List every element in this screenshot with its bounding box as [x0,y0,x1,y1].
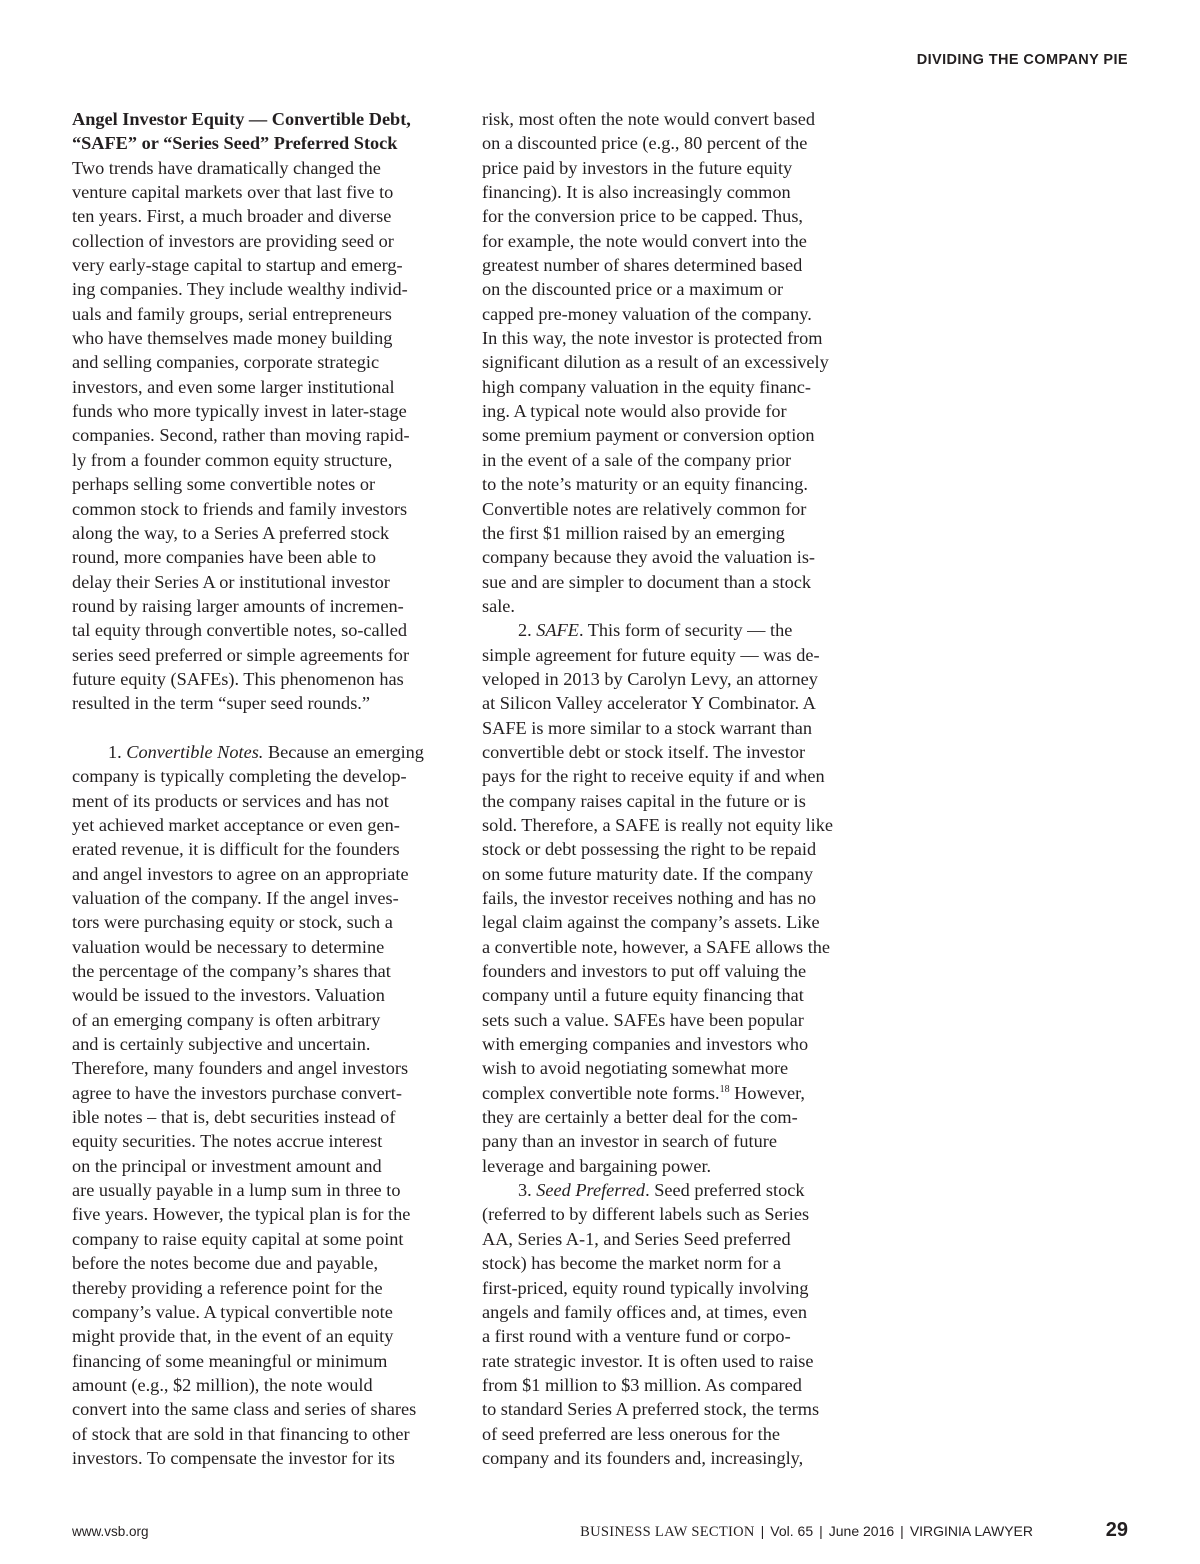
text-line [72,1422,450,1446]
text-line [482,326,860,350]
line-text: agree to have the investors purchase convert- [72,1082,402,1103]
line-text: five years. However, the typical plan is for the [72,1204,411,1225]
text-line [482,521,860,545]
line-text: Because an emerging [263,741,424,762]
line-text: for the conversion price to be capped. Thus, [482,206,804,227]
line-text: amount (e.g., $2 million), the note would [72,1374,373,1395]
text-line [72,253,450,277]
line-text: ten years. First, a much broader and diverse [72,206,392,227]
footer-separator: | [819,1523,823,1539]
line-text: from $1 million to $3 million. As compared [482,1374,802,1395]
text-line [72,156,450,180]
text-line [72,423,450,447]
line-text: to the note’s maturity or an equity financing. [482,474,808,495]
text-line [482,1422,860,1446]
text-line [482,180,860,204]
line-text: financing of some meaningful or minimum [72,1350,388,1371]
paragraph-spacer [72,716,450,740]
text-line [72,1129,450,1153]
line-text: sale. [482,595,515,616]
text-line [72,521,450,545]
line-text: collection of investors are providing seed or [72,230,394,251]
text-line [482,131,860,155]
line-text: simple agreement for future equity — was de- [482,644,820,665]
line-text: are usually payable in a lump sum in three to [72,1180,401,1201]
line-text: company’s value. A typical convertible note [72,1301,393,1322]
footer-separator: | [900,1523,904,1539]
line-text: ible notes – that is, debt securities instead of [72,1107,396,1128]
line-text: In this way, the note investor is protected from [482,328,823,349]
text-line [482,1446,860,1470]
italic-run-in-title: SAFE [536,620,579,641]
line-text: who have themselves made money building [72,328,393,349]
line-text: valuation would be necessary to determine [72,936,385,957]
line-text: uals and family groups, serial entrepreneurs [72,303,392,324]
text-line [72,789,450,813]
line-text: a convertible note, however, a SAFE allows the [482,936,831,957]
line-text: greatest number of shares determined based [482,255,803,276]
text-line [482,1008,860,1032]
footnote-reference: 18 [719,1083,730,1095]
line-text: financing). It is also increasingly common [482,182,791,203]
text-line [72,570,450,594]
line-text: stock or debt possessing the right to be repaid [482,839,817,860]
line-text: of an emerging company is often arbitrary [72,1009,381,1030]
list-number: 2. [518,620,537,641]
text-line [72,375,450,399]
line-text: they are certainly a better deal for the com- [482,1107,798,1128]
footer-section-name: BUSINESS LAW SECTION [580,1524,755,1540]
text-line [72,302,450,326]
line-text: Two trends have dramatically changed the [72,157,381,178]
text-line [482,959,860,983]
line-text: price paid by investors in the future equity [482,157,793,178]
text-line [482,399,860,423]
line-text: and angel investors to agree on an appropriate [72,863,409,884]
text-line [482,837,860,861]
text-line [482,229,860,253]
text-line [72,277,450,301]
line-text: perhaps selling some convertible notes or [72,474,376,495]
text-line [72,910,450,934]
text-line [482,886,860,910]
text-line [72,1227,450,1251]
line-text: . This form of security — the [578,620,793,641]
text-line [72,740,450,764]
line-text: common stock to friends and family investors [72,498,408,519]
line-text: resulted in the term “super seed rounds.” [72,693,370,714]
text-line [482,1032,860,1056]
text-line [72,180,450,204]
line-text: the company raises capital in the future or is [482,790,806,811]
line-text: ing. A typical note would also provide for [482,401,787,422]
footer-publication-title: VIRGINIA LAWYER [909,1523,1033,1539]
line-text: SAFE is more similar to a stock warrant than [482,717,813,738]
line-text: risk, most often the note would convert based [482,109,816,129]
text-line [72,959,450,983]
text-line [482,497,860,521]
text-line [482,983,860,1007]
line-text: company until a future equity financing that [482,985,804,1006]
line-text: on a discounted price (e.g., 80 percent of the [482,133,808,154]
line-text: of stock that are sold in that financing to other [72,1423,410,1444]
line-text: funds who more typically invest in later-stage [72,401,407,422]
line-text: on the principal or investment amount and [72,1155,382,1176]
text-line [72,886,450,910]
text-line [482,1081,860,1105]
text-line [72,350,450,374]
text-line [482,156,860,180]
line-text: legal claim against the company’s assets. Like [482,912,820,933]
text-line [72,862,450,886]
text-line [482,1129,860,1153]
section-heading-line [72,131,450,155]
line-text: the first $1 million raised by an emerging [482,522,785,543]
list-number: 1. [108,741,127,762]
text-line [482,448,860,472]
text-line [72,667,450,691]
line-text: erated revenue, it is difficult for the founders [72,839,400,860]
text-line [482,1178,860,1202]
text-line [72,472,450,496]
line-text: might provide that, in the event of an equity [72,1326,394,1347]
text-line [482,423,860,447]
text-line [482,667,860,691]
text-line [482,643,860,667]
line-text: the percentage of the company’s shares that [72,961,391,982]
line-text: Angel Investor Equity — Convertible Debt, [72,109,411,129]
line-text: before the notes become due and payable, [72,1253,379,1274]
text-line [482,813,860,837]
text-line [72,813,450,837]
page-footer [72,1519,1128,1548]
text-line [482,277,860,301]
line-text: equity securities. The notes accrue interest [72,1131,383,1152]
text-line [72,1349,450,1373]
text-line [482,935,860,959]
line-text: along the way, to a Series A preferred stock [72,522,390,543]
line-text: veloped in 2013 by Carolyn Levy, an attorney [482,668,818,689]
line-text: venture capital markets over that last five to [72,182,394,203]
line-text: convert into the same class and series of shares [72,1399,417,1420]
line-text: thereby providing a reference point for the [72,1277,383,1298]
text-line [482,302,860,326]
line-text: . Seed preferred stock [645,1180,805,1201]
line-text: company because they avoid the valuation is- [482,547,816,568]
line-text: of seed preferred are less onerous for the [482,1423,780,1444]
text-line [482,1056,860,1080]
line-text: to standard Series A preferred stock, the terms [482,1399,820,1420]
line-text: capped pre-money valuation of the company. [482,303,812,324]
line-text: tors were purchasing equity or stock, such a [72,912,393,933]
line-text: very early-stage capital to startup and emerg- [72,255,403,276]
line-text: However, [729,1082,806,1103]
text-line [482,910,860,934]
line-text: a first round with a venture fund or corpo- [482,1326,791,1347]
line-text: sue and are simpler to document than a stock [482,571,811,592]
text-line [482,716,860,740]
italic-run-in-title: Seed Preferred [536,1180,646,1201]
text-line [482,472,860,496]
text-line [482,1276,860,1300]
text-line [482,789,860,813]
text-line [72,545,450,569]
running-head: DIVIDING THE COMPANY PIE [916,52,1128,68]
text-line [482,1251,860,1275]
footer-volume: Vol. 65 [770,1523,814,1539]
footer-website-url: www.vsb.org [72,1524,149,1539]
text-line [482,1324,860,1348]
line-text: companies. Second, rather than moving rapid- [72,425,410,446]
text-line [72,1300,450,1324]
line-text: ly from a founder common equity structure, [72,449,393,470]
italic-run-in-title: Convertible Notes. [126,741,264,762]
line-text: on some future maturity date. If the company [482,863,813,884]
text-line [72,326,450,350]
line-text: round by raising larger amounts of incremen- [72,595,404,616]
text-line [72,497,450,521]
line-text: rate strategic investor. It is often used to raise [482,1350,814,1371]
line-text: first-priced, equity round typically involving [482,1277,809,1298]
line-text: investors. To compensate the investor for its [72,1447,395,1468]
text-line [482,204,860,228]
left-column [72,107,450,1470]
line-text: round, more companies have been able to [72,547,377,568]
line-text: Therefore, many founders and angel investors [72,1058,409,1079]
text-line [72,1008,450,1032]
line-text: some premium payment or conversion option [482,425,815,446]
text-line [482,764,860,788]
text-line [482,1202,860,1226]
text-line [482,350,860,374]
text-line [72,837,450,861]
line-text: future equity (SAFEs). This phenomenon has [72,668,404,689]
line-text: would be issued to the investors. Valuation [72,985,385,1006]
line-text: Convertible notes are relatively common for [482,498,807,519]
text-line [482,375,860,399]
text-line [482,1105,860,1129]
text-line [72,229,450,253]
line-text: with emerging companies and investors who [482,1034,809,1055]
line-text: pany than an investor in search of future [482,1131,777,1152]
line-text: delay their Series A or institutional investor [72,571,390,592]
line-text: investors, and even some larger institutional [72,376,395,397]
line-text: series seed preferred or simple agreements for [72,644,410,665]
text-line [482,570,860,594]
text-line [72,1397,450,1421]
text-line [72,1154,450,1178]
line-text: leverage and bargaining power. [482,1155,712,1176]
text-line [72,1056,450,1080]
text-line [72,1251,450,1275]
text-line [72,764,450,788]
line-text: founders and investors to put off valuing the [482,961,807,982]
line-text: in the event of a sale of the company prior [482,449,792,470]
line-text: for example, the note would convert into the [482,230,807,251]
text-line [72,983,450,1007]
line-text: ment of its products or services and has not [72,790,389,811]
text-line [482,862,860,886]
text-line [72,1105,450,1129]
text-line [482,1227,860,1251]
line-text: pays for the right to receive equity if and when [482,766,825,787]
text-line [482,1397,860,1421]
line-text: yet achieved market acceptance or even gen- [72,814,400,835]
text-line [72,1202,450,1226]
line-text: convertible debt or stock itself. The investor [482,741,806,762]
text-line [482,594,860,618]
text-line [72,643,450,667]
text-line [482,1154,860,1178]
line-text: and selling companies, corporate strategic [72,352,380,373]
line-text: tal equity through convertible notes, so-called [72,620,408,641]
line-text: (referred to by different labels such as Series [482,1204,810,1225]
text-line [72,618,450,642]
footer-separator: | [760,1523,765,1539]
line-text: wish to avoid negotiating somewhat more [482,1058,789,1079]
line-text: sets such a value. SAFEs have been popular [482,1009,804,1030]
text-line [72,204,450,228]
right-column [482,107,860,1470]
text-line [482,545,860,569]
footer-publication-info [580,1523,1033,1541]
text-line [72,399,450,423]
text-line [482,1373,860,1397]
line-text: significant dilution as a result of an excessively [482,352,829,373]
line-text: fails, the investor receives nothing and has no [482,888,817,908]
line-text: stock) has become the market norm for a [482,1253,781,1274]
text-line [482,1300,860,1324]
list-number: 3. [518,1180,537,1201]
text-line [482,253,860,277]
line-text: complex convertible note forms. [482,1082,720,1103]
text-line [482,107,860,131]
text-line [72,1081,450,1105]
text-line [482,618,860,642]
line-text: valuation of the company. If the angel inves- [72,888,399,908]
text-line [72,594,450,618]
line-text: company to raise equity capital at some point [72,1228,404,1249]
line-text: on the discounted price or a maximum or [482,279,784,300]
text-line [482,691,860,715]
text-line [72,1324,450,1348]
text-line [72,691,450,715]
text-line [482,740,860,764]
text-line [72,448,450,472]
footer-date: June 2016 [828,1523,895,1539]
line-text: at Silicon Valley accelerator Y Combinator. A [482,693,816,714]
line-text: AA, Series A-1, and Series Seed preferred [482,1228,791,1249]
text-line [482,1349,860,1373]
line-text: company and its founders and, increasingly, [482,1447,804,1468]
line-text: company is typically completing the develop- [72,766,407,787]
text-line [72,1446,450,1470]
section-heading-line [72,107,450,131]
page-number: 29 [1105,1519,1128,1541]
line-text: ing companies. They include wealthy individ- [72,279,408,300]
text-line [72,935,450,959]
text-line [72,1276,450,1300]
line-text: high company valuation in the equity financ- [482,376,811,397]
text-line [72,1178,450,1202]
line-text: sold. Therefore, a SAFE is really not equity like [482,814,833,835]
line-text: “SAFE” or “Series Seed” Preferred Stock [72,133,398,154]
text-line [72,1032,450,1056]
line-text: angels and family offices and, at times, even [482,1301,808,1322]
line-text: and is certainly subjective and uncertain. [72,1034,371,1055]
text-line [72,1373,450,1397]
